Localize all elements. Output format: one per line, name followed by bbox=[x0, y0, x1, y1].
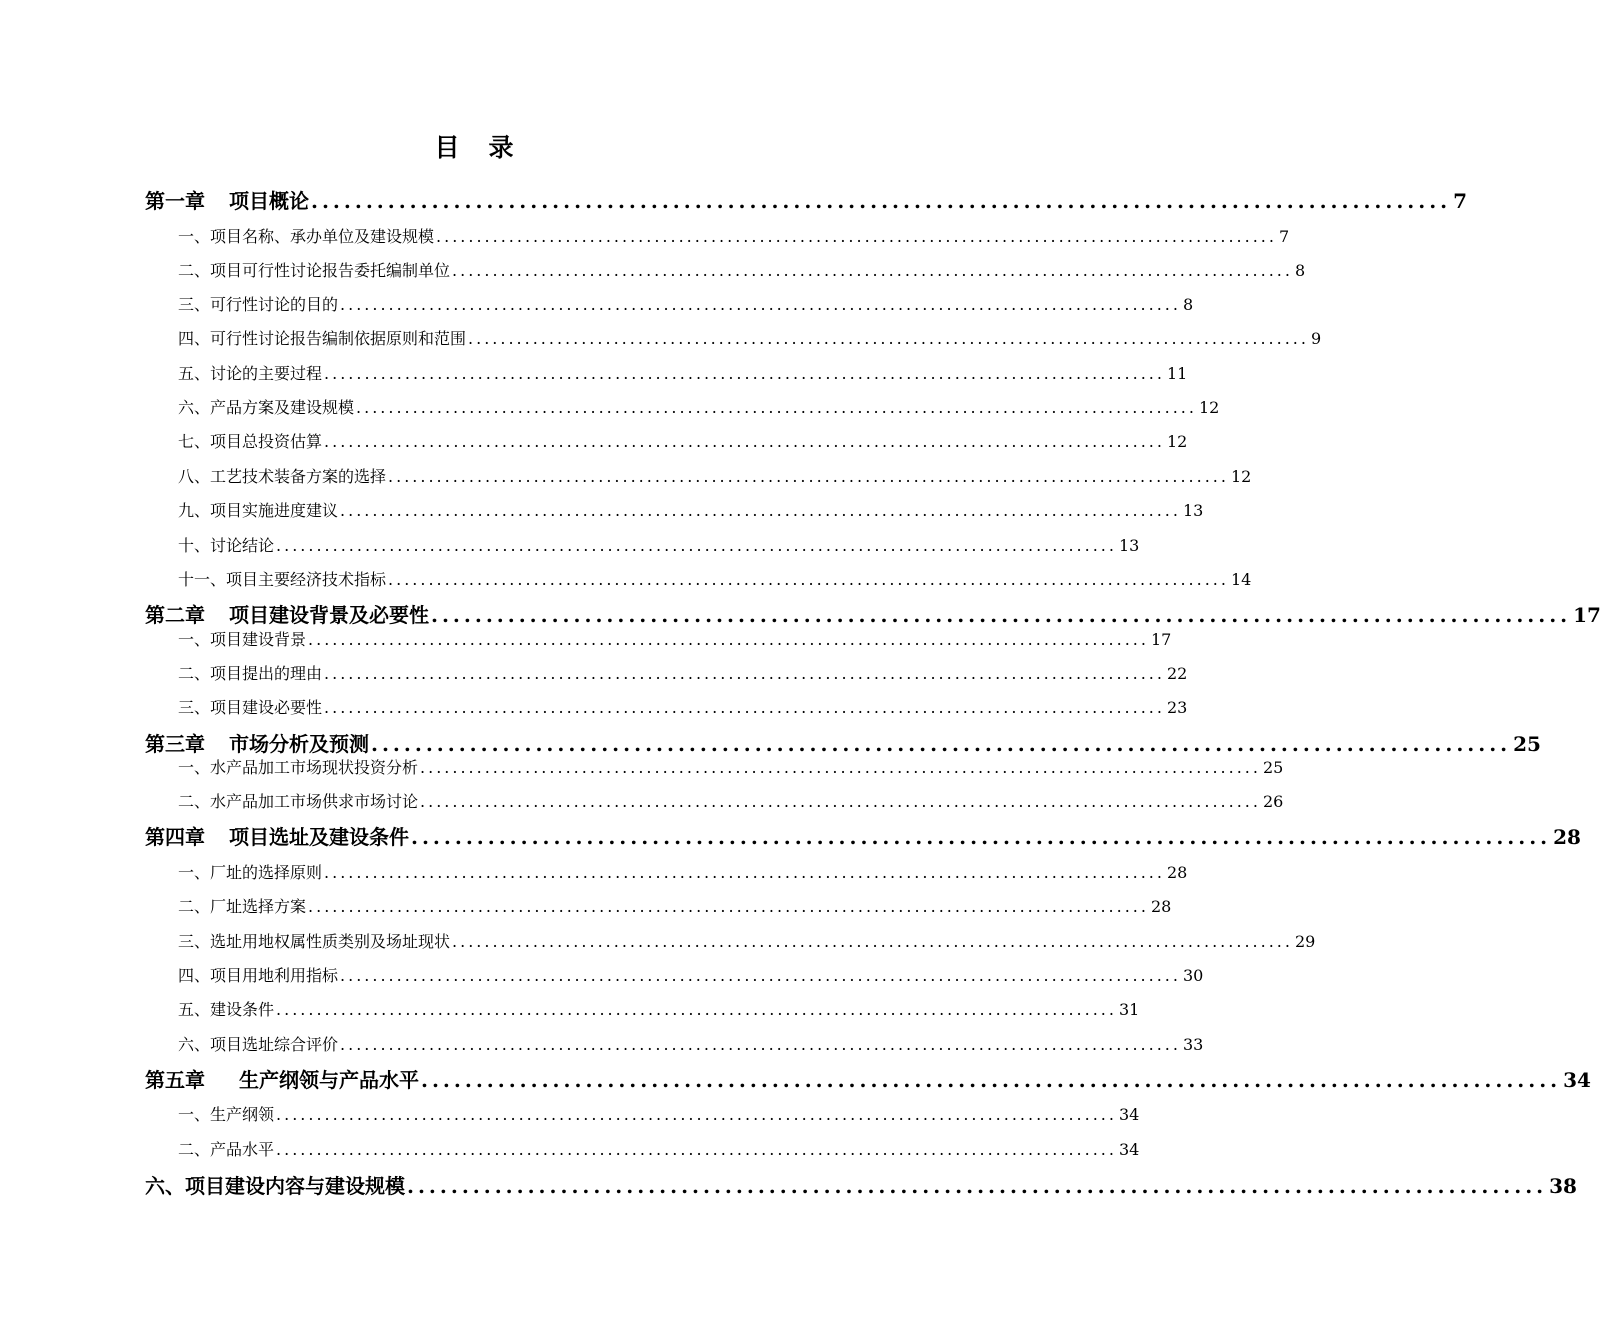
toc-chapter-entry[interactable] bbox=[145, 186, 1468, 216]
section-title: 一、项目建设背景 bbox=[178, 630, 307, 649]
toc-section-entry[interactable] bbox=[178, 533, 1140, 559]
dot-leader: ........................................................................................................ bbox=[388, 467, 1229, 486]
chapter-title: 项目选址及建设条件 bbox=[229, 825, 409, 849]
page-number: 25 bbox=[1262, 758, 1284, 777]
page-number: 12 bbox=[1166, 432, 1188, 451]
page-number: 11 bbox=[1166, 364, 1188, 383]
dot-leader: ........................................................................................................ bbox=[324, 664, 1165, 683]
page-number: 34 bbox=[1118, 1140, 1140, 1159]
toc-title: 目 录 bbox=[434, 133, 516, 162]
dot-leader: ........................................................................................................ bbox=[407, 1174, 1548, 1198]
toc-chapter-entry[interactable] bbox=[145, 1065, 1591, 1095]
dot-leader: ........................................................................................................ bbox=[324, 698, 1165, 717]
toc-section-entry[interactable] bbox=[178, 789, 1284, 815]
toc-section-entry[interactable] bbox=[178, 567, 1252, 593]
page-number: 38 bbox=[1549, 1174, 1577, 1198]
chapter-title: 生产纲领与产品水平 bbox=[239, 1068, 419, 1092]
page-number: 12 bbox=[1198, 398, 1220, 417]
page-number: 22 bbox=[1166, 664, 1188, 683]
section-title: 一、厂址的选择原则 bbox=[178, 863, 323, 882]
section-title: 七、项目总投资估算 bbox=[178, 432, 323, 451]
page-number: 7 bbox=[1278, 227, 1290, 246]
page-number: 30 bbox=[1182, 966, 1204, 985]
toc-section-entry[interactable] bbox=[178, 894, 1172, 920]
toc-section-entry[interactable] bbox=[178, 963, 1204, 989]
page-number: 8 bbox=[1294, 261, 1306, 280]
section-title: 四、可行性讨论报告编制依据原则和范围 bbox=[178, 329, 467, 348]
dot-leader: ........................................................................................................ bbox=[411, 825, 1552, 849]
section-title: 三、选址用地权属性质类别及场址现状 bbox=[178, 932, 451, 951]
toc-chapter-entry[interactable] bbox=[145, 822, 1581, 852]
chapter-title: 项目建设背景及必要性 bbox=[229, 603, 429, 627]
page-number: 25 bbox=[1513, 732, 1541, 756]
dot-leader: ........................................................................................................ bbox=[324, 863, 1165, 882]
chapter-number: 第五章 bbox=[145, 1068, 205, 1092]
page-number: 28 bbox=[1150, 897, 1172, 916]
toc-section-entry[interactable] bbox=[178, 292, 1194, 318]
dot-leader: ........................................................................................................ bbox=[324, 364, 1165, 383]
section-title: 四、项目用地利用指标 bbox=[178, 966, 339, 985]
chapter-title: 六、项目建设内容与建设规模 bbox=[145, 1174, 405, 1198]
toc-section-entry[interactable] bbox=[178, 1137, 1140, 1163]
toc-section-entry[interactable] bbox=[178, 429, 1188, 455]
dot-leader: ........................................................................................................ bbox=[340, 966, 1181, 985]
page-number: 14 bbox=[1230, 570, 1252, 589]
toc-entry-text bbox=[145, 822, 409, 852]
page-number: 34 bbox=[1563, 1068, 1591, 1092]
toc-section-entry[interactable] bbox=[178, 395, 1220, 421]
toc-entry-text bbox=[145, 600, 429, 630]
dot-leader: ........................................................................................................ bbox=[436, 227, 1277, 246]
dot-leader: ........................................................................................................ bbox=[420, 792, 1261, 811]
section-title: 二、厂址选择方案 bbox=[178, 897, 307, 916]
dot-leader: ........................................................................................................ bbox=[421, 1068, 1562, 1092]
section-title: 六、项目选址综合评价 bbox=[178, 1035, 339, 1054]
page-number: 13 bbox=[1182, 501, 1204, 520]
section-title: 三、项目建设必要性 bbox=[178, 698, 323, 717]
section-title: 一、水产品加工市场现状投资分析 bbox=[178, 758, 419, 777]
section-title: 十一、项目主要经济技术指标 bbox=[178, 570, 387, 589]
page-number: 29 bbox=[1294, 932, 1316, 951]
page-number: 12 bbox=[1230, 467, 1252, 486]
toc-section-entry[interactable] bbox=[178, 464, 1252, 490]
section-title: 十、讨论结论 bbox=[178, 536, 275, 555]
toc-section-entry[interactable] bbox=[178, 361, 1188, 387]
section-title: 二、项目提出的理由 bbox=[178, 664, 323, 683]
toc-chapter-entry[interactable] bbox=[145, 600, 1601, 630]
toc-entry-text bbox=[145, 1065, 419, 1095]
toc-section-entry[interactable] bbox=[178, 661, 1188, 687]
page-number: 34 bbox=[1118, 1105, 1140, 1124]
toc-section-entry[interactable] bbox=[178, 695, 1188, 721]
dot-leader: ........................................................................................................ bbox=[452, 261, 1293, 280]
toc-section-entry[interactable] bbox=[178, 258, 1306, 284]
dot-leader: ........................................................................................................ bbox=[276, 1105, 1117, 1124]
dot-leader: ........................................................................................................ bbox=[340, 1035, 1181, 1054]
toc-section-entry[interactable] bbox=[178, 860, 1188, 886]
page-number: 8 bbox=[1182, 295, 1194, 314]
section-title: 二、水产品加工市场供求市场讨论 bbox=[178, 792, 419, 811]
section-title: 八、工艺技术装备方案的选择 bbox=[178, 467, 387, 486]
section-title: 一、项目名称、承办单位及建设规模 bbox=[178, 227, 435, 246]
dot-leader: ........................................................................................................ bbox=[468, 329, 1309, 348]
dot-leader: ........................................................................................................ bbox=[371, 732, 1512, 756]
section-title: 五、讨论的主要过程 bbox=[178, 364, 323, 383]
toc-section-entry[interactable] bbox=[178, 755, 1284, 781]
section-title: 五、建设条件 bbox=[178, 1000, 275, 1019]
page-number: 33 bbox=[1182, 1035, 1204, 1054]
chapter-number: 第四章 bbox=[145, 825, 205, 849]
toc-chapter-entry[interactable] bbox=[145, 1171, 1577, 1201]
toc-section-entry[interactable] bbox=[178, 1102, 1140, 1128]
dot-leader: ........................................................................................................ bbox=[388, 570, 1229, 589]
chapter-number: 第二章 bbox=[145, 603, 205, 627]
section-title: 二、产品水平 bbox=[178, 1140, 275, 1159]
page-number: 23 bbox=[1166, 698, 1188, 717]
dot-leader: ........................................................................................................ bbox=[452, 932, 1293, 951]
toc-section-entry[interactable] bbox=[178, 224, 1290, 250]
dot-leader: ........................................................................................................ bbox=[431, 603, 1572, 627]
toc-section-entry[interactable] bbox=[178, 997, 1140, 1023]
dot-leader: ........................................................................................................ bbox=[340, 501, 1181, 520]
page-number: 28 bbox=[1553, 825, 1581, 849]
dot-leader: ........................................................................................................ bbox=[276, 536, 1117, 555]
page-number: 31 bbox=[1118, 1000, 1140, 1019]
page-number: 7 bbox=[1453, 189, 1468, 213]
section-title: 三、可行性讨论的目的 bbox=[178, 295, 339, 314]
section-title: 六、产品方案及建设规模 bbox=[178, 398, 355, 417]
dot-leader: ........................................................................................................ bbox=[276, 1000, 1117, 1019]
chapter-number: 第三章 bbox=[145, 732, 205, 756]
toc-entry-text bbox=[145, 186, 309, 216]
page-number: 26 bbox=[1262, 792, 1284, 811]
chapter-title: 市场分析及预测 bbox=[229, 732, 369, 756]
page-number: 28 bbox=[1166, 863, 1188, 882]
dot-leader: ........................................................................................................ bbox=[340, 295, 1181, 314]
section-title: 九、项目实施进度建议 bbox=[178, 501, 339, 520]
dot-leader: ........................................................................................................ bbox=[356, 398, 1197, 417]
page-number: 9 bbox=[1310, 329, 1322, 348]
dot-leader: ........................................................................................................ bbox=[311, 189, 1452, 213]
dot-leader: ........................................................................................................ bbox=[276, 1140, 1117, 1159]
page-number: 13 bbox=[1118, 536, 1140, 555]
section-title: 二、项目可行性讨论报告委托编制单位 bbox=[178, 261, 451, 280]
chapter-number: 第一章 bbox=[145, 189, 205, 213]
toc-section-entry[interactable] bbox=[178, 929, 1316, 955]
page-number: 17 bbox=[1573, 603, 1601, 627]
toc-section-entry[interactable] bbox=[178, 627, 1172, 653]
dot-leader: ........................................................................................................ bbox=[308, 630, 1149, 649]
dot-leader: ........................................................................................................ bbox=[324, 432, 1165, 451]
dot-leader: ........................................................................................................ bbox=[308, 897, 1149, 916]
toc-section-entry[interactable] bbox=[178, 1032, 1204, 1058]
toc-section-entry[interactable] bbox=[178, 326, 1322, 352]
dot-leader: ........................................................................................................ bbox=[420, 758, 1261, 777]
chapter-title: 项目概论 bbox=[229, 189, 309, 213]
section-title: 一、生产纲领 bbox=[178, 1105, 275, 1124]
page-number: 17 bbox=[1150, 630, 1172, 649]
toc-section-entry[interactable] bbox=[178, 498, 1204, 524]
